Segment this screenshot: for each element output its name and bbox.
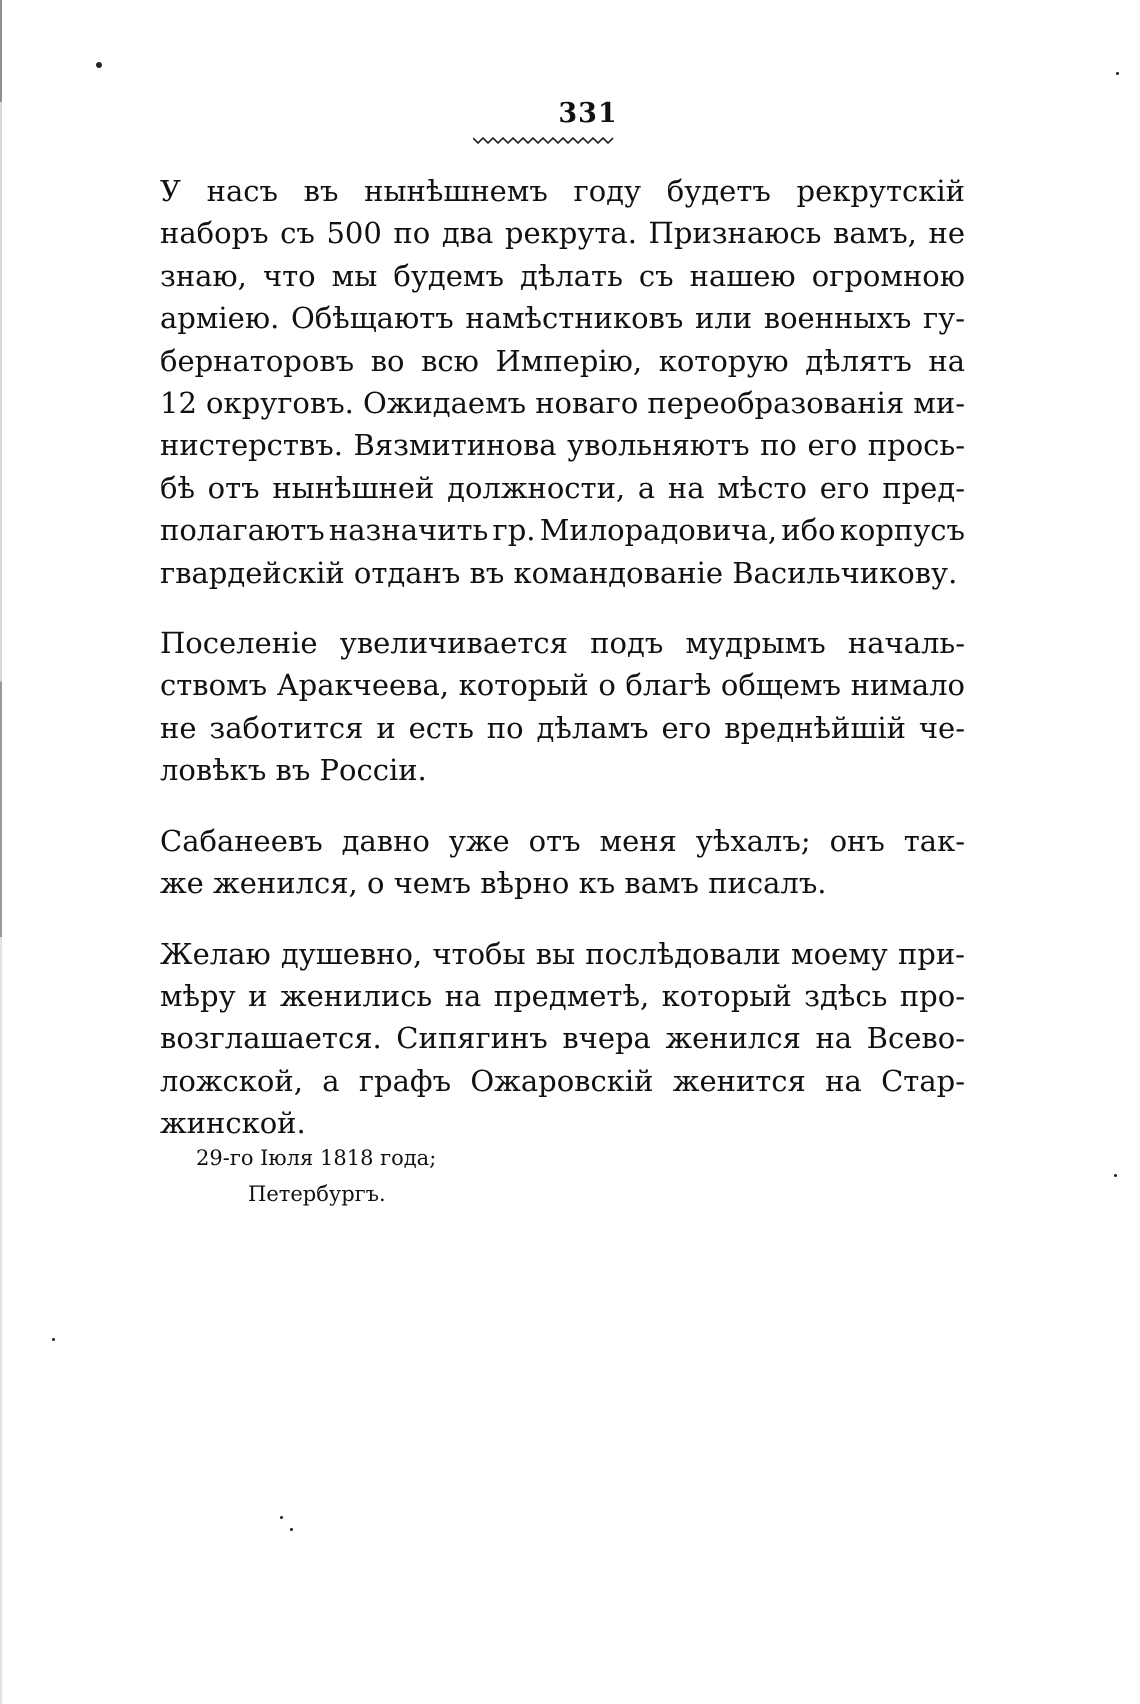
scan-edge-artifact <box>0 0 2 1704</box>
scan-speck <box>290 1528 293 1531</box>
signature-date: 29-го Іюля 1818 года; <box>196 1146 437 1170</box>
text-line: жинской. <box>160 1106 306 1141</box>
text-line: арміею. Обѣщаютъ намѣстниковъ или военныхъ гу- <box>160 301 965 336</box>
scan-speck <box>96 62 102 68</box>
signature-place: Петербургъ. <box>248 1182 386 1206</box>
text-line: У насъ въ нынѣшнемъ году будетъ рекрутскій <box>160 174 965 208</box>
scan-speck <box>280 1516 283 1519</box>
text-line: ствомъ Аракчеева, который о благѣ общемъ нимало <box>160 668 965 703</box>
header-ornament <box>473 134 615 146</box>
text-line: мѣру и женились на предметѣ, который здѣсь про- <box>160 978 965 1013</box>
text-line: ложской, а графъ Ожаровскій женится на Стар- <box>160 1063 965 1098</box>
text-line: не заботится и есть по дѣламъ его вреднѣйшій че- <box>160 710 965 745</box>
letter-signature <box>196 1140 436 1212</box>
scan-speck <box>1114 1174 1117 1177</box>
scan-speck <box>1116 72 1119 75</box>
page-number: 331 <box>558 98 618 129</box>
text-line: Поселеніе увеличивается подъ мудрымъ началь- <box>160 626 965 661</box>
scan-speck <box>52 1338 55 1341</box>
text-line: ловѣкъ въ Россіи. <box>160 753 427 788</box>
paragraph <box>160 170 965 594</box>
text-line: нистерствъ. Вязмитинова увольняютъ по его прось- <box>160 428 965 463</box>
text-line: гвардейскій отданъ въ командованіе Васильчикову. <box>160 555 958 590</box>
paragraph <box>160 622 965 792</box>
text-line: бѣ отъ нынѣшней должности, а на мѣсто его пред- <box>160 470 965 505</box>
text-line: Желаю душевно, чтобы вы послѣдовали моему при- <box>160 936 965 971</box>
text-line: наборъ съ 500 по два рекрута. Признаюсь вамъ, не <box>160 216 965 251</box>
letter-body <box>160 170 965 1173</box>
text-line: бернаторовъ во всю Имперію, которую дѣлятъ на <box>160 343 965 378</box>
text-line: знаю, что мы будемъ дѣлать съ нашею огромною <box>160 258 965 293</box>
text-line: же женился, о чемъ вѣрно къ вамъ писалъ. <box>160 866 827 901</box>
text-line: Сабанеевъ давно уже отъ меня уѣхалъ; онъ так- <box>160 823 965 858</box>
paragraph <box>160 820 965 905</box>
text-line: полагаютъ назначить гр. Милорадовича, ибо корпусъ <box>160 513 965 548</box>
page-header <box>0 98 1140 129</box>
text-line: возглашается. Сипягинъ вчера женился на Всево- <box>160 1021 965 1056</box>
text-line: 12 округовъ. Ожидаемъ новаго переобразованія ми- <box>160 386 965 421</box>
paragraph <box>160 933 965 1145</box>
